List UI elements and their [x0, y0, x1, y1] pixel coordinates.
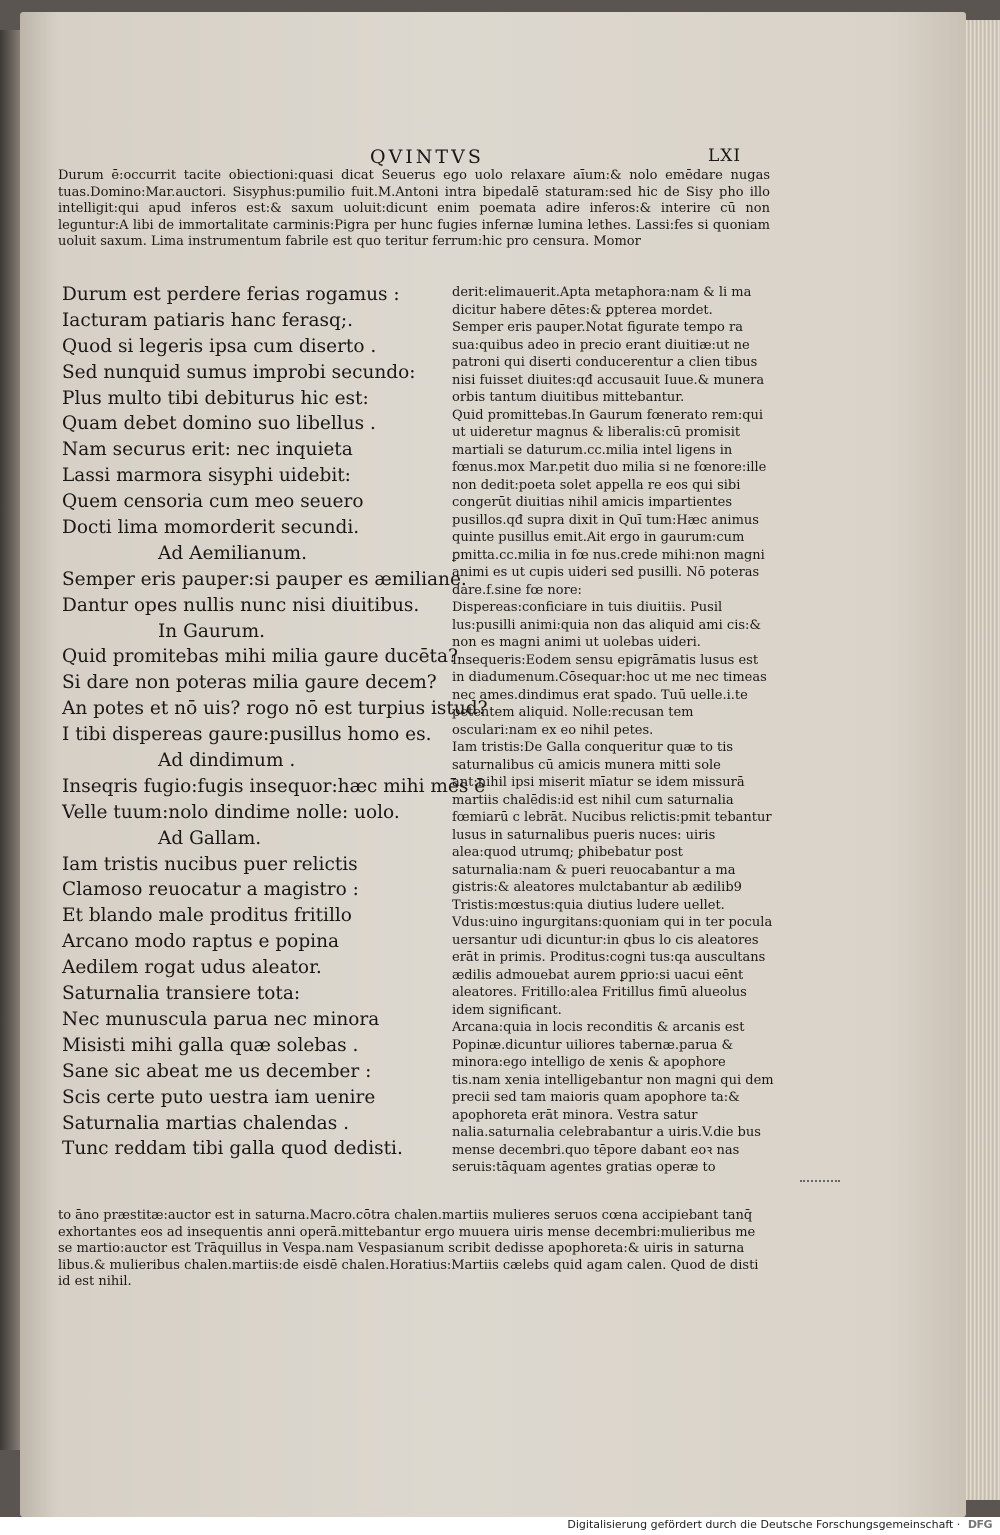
commentary-paragraph: Popinæ.dicuntur uiliores tabernæ.parua & minora:ego intelligo de xenis & apophore tis.nam xenia intelligebantur non magni qui dem precii sed tam maioris quam apophore ta:& apophoreta erāt minora. Vestra satur nalia.saturnalia celebrabantur a uiris.V.die bus mense decembri.quo tēpore dabant eoꝛ nas seruis:tāquam agentes gratias operæ to [452, 1037, 774, 1175]
verse-line: Saturnalia transiere tota: [62, 983, 301, 1005]
verse-line: Arcano modo raptus e popina [62, 931, 340, 953]
marginal-scribble [800, 1180, 840, 1186]
bottom-commentary: to āno præstitæ:auctor est in saturna.Macro.cōtra chalen.martiis mulieres seruos cœna accipiebant tanq̄ exhortantes eos ad insequentis anni operā.mittebantur ergo muuera uiris mense decembri:mulieribus me se martio:auctor est Trāquillus in Vespa.nam Vespasianum scribit dedisse apophoreta:& uiris in saturna libus.& mulieribus chalen.martiis:de eisdē chalen.Horatius:Martiis cælebs quid agam calen. Quod de disti id est nihil. [58, 1208, 759, 1289]
verse-column [62, 282, 488, 1162]
verse-line: Saturnalia martias chalendas . [62, 1112, 349, 1134]
verse-line: An potes et nō uis? rogo nō est turpius istud? [62, 698, 488, 720]
verse-line: Et blando male proditus fritillo [62, 905, 352, 927]
verse-line: Plus multo tibi debiturus hic est: [62, 387, 369, 409]
page-stack-edge [966, 20, 1000, 1500]
credit-text: Digitalisierung gefördert durch die Deutsche Forschungsgemeinschaft · [567, 1518, 961, 1531]
verse-line: Sed nunquid sumus improbi secundo: [62, 361, 416, 383]
verse-line: Quod si legeris ipsa cum diserto . [62, 335, 377, 357]
verse-line: Aedilem rogat udus aleator. [62, 957, 322, 979]
commentary-paragraph: Dispereas:conficiare in tuis diuitiis. Pusil lus:pusilli animi:quia non das aliquid ami cis:& non es magni animi ut uolebas uideri. [452, 600, 761, 650]
commentary-paragraph: Quid promittebas.In Gaurum fœnerato rem:qui ut uideretur magnus & liberalis:cū promisit martiali se daturum.cc.milia intel ligens in fœnus.mox Mar.petit duo milia si ne fœnore:ille non dedit:poeta solet appella re eos qui sibi congerūt diuitias nihil amicis impartientes pusillos.qđ supra dixit in Quī tum:Hæc animus quinte pusillus emit.Ait ergo in gaurum:cum ꝑmitta.cc.milia in fœ nus.crede mihi:non magni animi es ut cupis uideri sed pusilli. Nō poteras dare.f.sine fœ nore: [452, 407, 767, 598]
right-commentary [452, 284, 774, 1177]
dfg-logo: DFG [967, 1518, 992, 1531]
verse-line: Docti lima momorderit secundi. [62, 517, 360, 539]
verse-line: Tunc reddam tibi galla quod dedisti. [62, 1138, 403, 1160]
verse-line: Scis certe puto uestra iam uenire [62, 1086, 376, 1108]
verse-heading: In Gaurum. [158, 620, 266, 642]
verse-line: Nec munuscula parua nec minora [62, 1008, 380, 1030]
verse-line: Dantur opes nullis nunc nisi diuitibus. [62, 594, 420, 616]
verse-line: Quam debet domino suo libellus . [62, 413, 376, 435]
commentary-paragraph: Semper eris pauper.Notat figurate tempo ra sua:quibus adeo in precio erant diuitiæ:ut ne patroni qui diserti conducerentur a clien tibus nisi fuisset diuites:qđ accusauit Iuue.& munera orbis tantum diuitibus mittebantur. [452, 320, 765, 405]
verse-line: Lassi marmora sisyphi uidebit: [62, 465, 351, 487]
verse-heading: Ad dindimum . [158, 750, 296, 772]
commentary-paragraph: derit:elimauerit.Apta metaphora:nam & li ma dicitur habere dētes:& ꝑpterea mordet. [452, 285, 752, 318]
verse-line: Inseqris fugio:fugis insequor:hæc mihi mēs ē [62, 775, 486, 797]
verse-line: Durum est perdere ferias rogamus : [62, 284, 400, 305]
verse-line: I tibi dispereas gaure:pusillus homo es. [62, 724, 432, 746]
verse-heading: Ad Gallam. [158, 827, 262, 849]
verse-heading: Ad Aemilianum. [158, 542, 307, 564]
folio-number: LXI [708, 146, 742, 166]
running-title: QVINTVS [370, 146, 484, 168]
digitization-credit [567, 1518, 992, 1531]
verse-line: Si dare non poteras milia gaure decem? [62, 672, 437, 694]
verse-line: Sane sic abeat me us december : [62, 1060, 372, 1082]
commentary-paragraph: Vdus:uino ingurgitans:quoniam qui in ter pocula uersantur udi dicuntur:in qbus lo cis aleatores erāt in primis. Proditus:cogni tus:qa auscultans ædilis admouebat aurem ꝑprio:si uacui eēnt aleatores. Fritillo:alea Fritillus fimū alueolus idem significant. [452, 915, 773, 1018]
commentary-paragraph: Arcana:quia in locis reconditis & arcanis est [452, 1020, 745, 1035]
verse-line: Clamoso reuocatur a magistro : [62, 879, 359, 901]
verse-line: Semper eris pauper:si pauper es æmiliane. [62, 568, 467, 590]
top-commentary: Durum ē:occurrit tacite obiectioni:quasi dicat Seuerus ego uolo relaxare aīum:& nolo emēdare nugas tuas.Domino:Mar.auctori. Sisyphus:pumilio fuit.M.Antoni intra bipedalē staturam:sed hic de Sisy pho illo intelligit:qui apud inferos est:& saxum uoluit:dicunt enim poemata adire inferos:& interire cū non leguntur:A libi de immortalitate carminis:Pigra per hunc fugies infernæ lumina lethes. Lassi:fes si quoniam uoluit saxum. Lima instrumentum fabrile est quo teritur ferrum:hic pro censura. Momor [58, 168, 770, 249]
verse-line: Misisti mihi galla quæ solebas . [62, 1034, 359, 1056]
verse-line: Nam securus erit: nec inquieta [62, 439, 353, 461]
verse-line: Velle tuum:nolo dindime nolle: uolo. [62, 801, 400, 823]
verse-line: Iacturam patiaris hanc ferasq;. [62, 309, 353, 331]
verse-line: Quid promitebas mihi milia gaure ducēta? [62, 646, 458, 668]
verse-line: Iam tristis nucibus puer relictis [62, 853, 358, 875]
verse-line: Quem censoria cum meo seuero [62, 491, 364, 513]
previous-page-edge [0, 30, 22, 1450]
commentary-paragraph: Tristis:mœstus:quia diutius ludere uellet. [452, 897, 725, 913]
commentary-paragraph: Iam tristis:De Galla conqueritur quæ to tis saturnalibus cū amicis munera mitti sole ant:nihil ipsi miserit mīatur se idem missurā martiis chalēdis:id est nihil cum saturnalia fœmiarū c lebrāt. Nucibus relictis:pmit tebantur lusus in saturnalibus pueris nuces: uiris alea:quod utrumq; ꝑhibebatur post saturnalia:nam & pueri reuocabantur a ma gistris:& aleatores mulctabantur ab ædilib9 [452, 740, 772, 895]
commentary-paragraph: Insequeris:Eodem sensu epigrāmatis lusus est in diadumenum.Cōsequar:hoc ut me nec timeas nec ames.dindimus erat spado. Tuū uelle.i.te petentem aliquid. Nolle:recusan tem osculari:nam ex eo nihil petes. [452, 652, 767, 738]
